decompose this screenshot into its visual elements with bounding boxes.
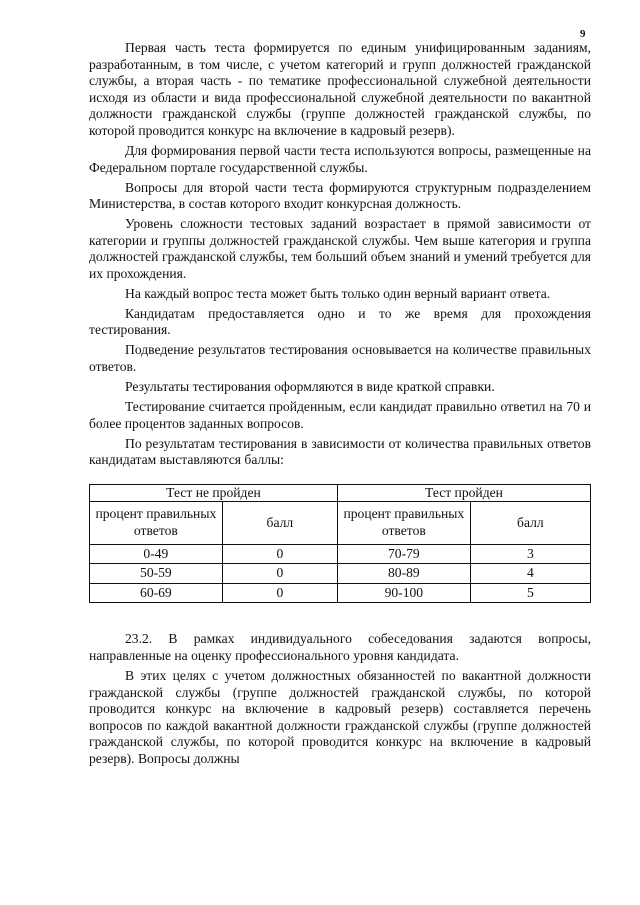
- failed-score-cell: 0: [222, 583, 337, 603]
- table-group-header-row: [90, 484, 591, 502]
- column-header-score: балл: [222, 502, 337, 544]
- passed-percent-cell: 80-89: [337, 564, 470, 584]
- failed-score-cell: 0: [222, 564, 337, 584]
- passed-score-cell: 3: [470, 544, 590, 564]
- paragraph: Тестирование считается пройденным, если кандидат правильно ответил на 70 и более процентов заданных вопросов.: [89, 399, 591, 431]
- passed-percent-cell: 90-100: [337, 583, 470, 603]
- paragraph: Первая часть теста формируется по единым унифицированным заданиям, разработанным, в том числе, с учетом категорий и групп должностей гражданской службы, а вторая часть - по тематике профессиональной служебной деятельности исходя из области и вида профессиональной служебной деятельности по вакантной должности гражданской службы (группе должностей гражданской службы, по которой проводится конкурс на включение в кадровый резерв).: [89, 40, 591, 138]
- table-column-header-row: [90, 502, 591, 544]
- column-header-percent: процент правильных ответов: [90, 502, 223, 544]
- failed-percent-cell: 50-59: [90, 564, 223, 584]
- column-header-percent: процент правильных ответов: [337, 502, 470, 544]
- paragraph: По результатам тестирования в зависимости от количества правильных ответов кандидатам выставляются баллы:: [89, 435, 591, 468]
- column-header-score: балл: [470, 502, 590, 544]
- table-row: [90, 583, 591, 603]
- failed-score-cell: 0: [222, 544, 337, 564]
- paragraph: На каждый вопрос теста может быть только один верный вариант ответа.: [125, 285, 551, 301]
- paragraph: Для формирования первой части теста используются вопросы, размещенные на Федеральном портале государственной службы.: [89, 142, 591, 175]
- paragraph: Подведение результатов тестирования основывается на количестве правильных ответов.: [89, 342, 591, 375]
- group-header-passed: Тест пройден: [337, 484, 590, 502]
- paragraph: 23.2. В рамках индивидуального собеседования задаются вопросы, направленные на оценку профессионального уровня кандидата.: [89, 631, 591, 663]
- page-number: 9: [580, 28, 586, 40]
- failed-percent-cell: 60-69: [90, 583, 223, 603]
- table-row: [90, 544, 591, 564]
- group-header-failed: Тест не пройден: [90, 484, 338, 502]
- paragraph: Вопросы для второй части теста формируются структурным подразделением Министерства, в состав которого входит конкурсная должность.: [89, 179, 591, 212]
- document-body: [89, 40, 591, 771]
- passed-score-cell: 4: [470, 564, 590, 584]
- failed-percent-cell: 0-49: [90, 544, 223, 564]
- score-table: [89, 484, 591, 604]
- paragraph: Результаты тестирования оформляются в виде краткой справки.: [125, 379, 495, 395]
- paragraph: Кандидатам предоставляется одно и то же время для прохождения тестирования.: [89, 305, 591, 338]
- table-row: [90, 564, 591, 584]
- passed-score-cell: 5: [470, 583, 590, 603]
- paragraph: В этих целях с учетом должностных обязанностей по вакантной должности гражданской службы (группе должностей гражданской службы, по которой проводится конкурс на включение в кадровый резерв) составляется перечень вопросов по каждой вакантной должности гражданской службы (группе должностей гражданской службы, по которой проводится конкурс на включение в кадровый резерв). Вопросы должны: [89, 667, 591, 766]
- paragraph: Уровень сложности тестовых заданий возрастает в прямой зависимости от категории и группы должностей гражданской службы. Чем выше категория и группа должностей гражданской службы, тем больший объем знаний и умений требуется для их прохождения.: [89, 216, 591, 281]
- passed-percent-cell: 70-79: [337, 544, 470, 564]
